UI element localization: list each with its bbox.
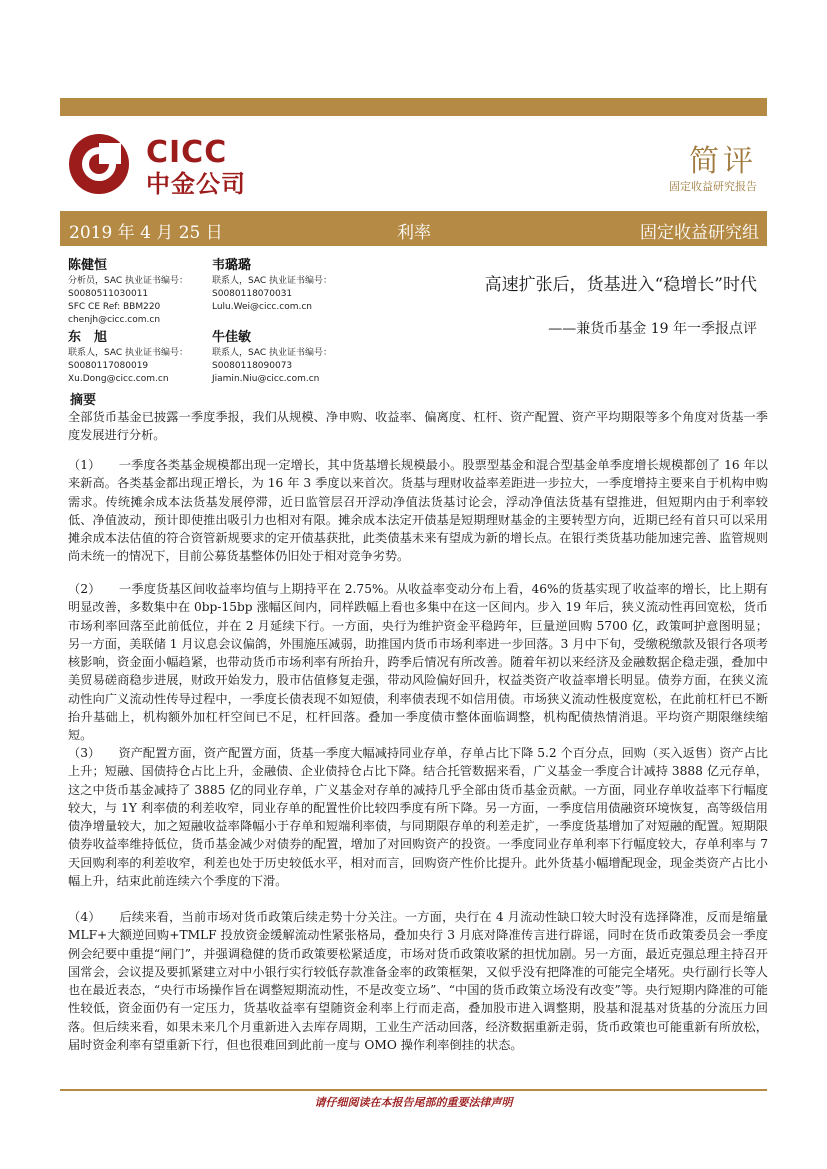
analyst-cert: S0080117080019 bbox=[68, 361, 149, 371]
report-subtitle: ——兼货币基金 19 年一季报点评 bbox=[548, 321, 757, 337]
footer-rule bbox=[60, 1089, 767, 1091]
info-bar bbox=[60, 211, 767, 246]
analyst-role: 联系人，SAC 执业证书编号： bbox=[68, 348, 189, 358]
analyst-email[interactable]: Jiamin.Niu@cicc.com.cn bbox=[212, 374, 320, 384]
logo-english: CICC bbox=[146, 135, 228, 170]
analyst-card bbox=[212, 329, 332, 386]
abstract-heading: 摘要 bbox=[70, 393, 97, 408]
report-topic: 利率 bbox=[397, 223, 431, 243]
analyst-email[interactable]: Xu.Dong@cicc.com.cn bbox=[68, 374, 169, 384]
abstract-point-3: （3） 资产配置方面，资产配置方面，货基一季度大幅减持同业存单，存单占比下降 5.2 个百分点，回购（买入返售）资产占比上升；短融、国债持仓占比上升，金融债、企业债持仓占比下降。结合托管数据来看，广义基金一季度合计减持 3888 亿元存单，这之中货币基金减持了 3885 亿的同业存单，广义基金对存单的减持几乎全部由货币基金贡献。一方面，同业存单收益率下行幅度较大，与 1Y 利率债的利差收窄，同业存单的配置性价比较四季度有所下降。另一方面，一季度信用债融资环境恢复，高等级信用债净增量较大，加之短融收益率降幅小于存单和短端利率债，与同期限存单的利差走扩，一季度货基增加了对短融的配置。短期限债券收益率维持低位，货币基金减少对债券的配置，增加了对回购资产的投资。一季度同业存单利率下行幅度较大，存单利率与 7 天回购利率的利差收窄，利差也处于历史较低水平，相对而言，回购资产性价比提升。此外货基小幅增配现金，现金类资产占比小幅上升，结束此前连续六个季度的下滑。 bbox=[68, 746, 768, 889]
research-team: 固定收益研究组 bbox=[640, 223, 759, 243]
abstract-point-2: （2） 一季度货基区间收益率均值与上期持平在 2.75%。从收益率变动分布上看，46%的货基实现了收益率的增长，比上期有明显改善，多数集中在 0bp-15bp 涨幅区间内，同样跌幅上看也多集中在这一区间内。步入 19 年后，狭义流动性再回宽松，货币市场利率回落至此前低位，并在 2 月延续下行。一方面，央行为维护资金平稳跨年，巨量逆回购 5700 亿，政策呵护意图明显；另一方面，美联储 1 月议息会议偏鸽，外围施压减弱，助推国内货币市场利率进一步回落。3 月中下旬，受缴税缴款及银行各项考核影响，资金面小幅趋紧，也带动货币市场利率有所抬升，跨季后情况有所改善。随着年初以来经济及金融数据企稳走强，叠加中美贸易磋商稳步进展，财政开始发力，股市估值修复走强，带动风险偏好回升，权益类资产收益率增长明显。债券方面，在狭义流动性向广义流动性传导过程中，一季度长债表现不如短债，利率债表现不如信用债。市场狭义流动性极度宽松，在此前杠杆已不断抬升基础上，机构额外加杠杆空间已不足，杠杆回落。叠加一季度债市整体面临调整，机构配债热情消退。平均资产期限继续缩短。 bbox=[68, 582, 768, 743]
analyst-name: 韦璐璐 bbox=[212, 258, 252, 273]
abstract-point-1: （1） 一季度各类基金规模都出现一定增长，其中货基增长规模最小。股票型基金和混合型基金单季度增长规模都创了 16 年以来新高。各类基金都出现正增长，为 16 年 3 季度以来首次。货基与理财收益率差距进一步拉大，一季度增持主要来自于机构申购需求。传统摊余成本法货基发展停滞，近日监管层召开浮动净值法货基讨论会，浮动净值法货基有望推进，但短期内由于利率较低、净值波动，预计即使推出吸引力也相对有限。摊余成本法定开债基是短期理财基金的主要转型方向，近期已经有首只可以采用摊余成本法估值的符合资管新规要求的定开债基获批，此类债基未来有望成为新的增长点。在银行类货基功能加速完善、监管规则尚未统一的情况下，目前公募货基整体仍旧处于相对竞争劣势。 bbox=[68, 458, 768, 564]
top-gold-bar bbox=[60, 98, 767, 116]
analyst-name: 东 旭 bbox=[68, 330, 108, 345]
legal-notice-footer: 请仔细阅读在本报告尾部的重要法律声明 bbox=[314, 1096, 513, 1109]
logo-chinese: 中金公司 bbox=[146, 170, 246, 198]
analyst-name: 陈健恒 bbox=[68, 258, 108, 273]
cicc-logo-mark-icon bbox=[68, 133, 130, 195]
analyst-card bbox=[212, 257, 332, 314]
analyst-name: 牛佳敏 bbox=[212, 330, 252, 345]
analyst-role: 联系人，SAC 执业证书编号： bbox=[212, 348, 333, 358]
analyst-role: 分析员，SAC 执业证书编号： bbox=[68, 276, 189, 286]
analyst-email[interactable]: chenjh@cicc.com.cn bbox=[68, 315, 161, 325]
analyst-cert: S0080118070031 bbox=[212, 289, 293, 299]
document-subtype: 固定收益研究报告 bbox=[669, 180, 757, 193]
analyst-email[interactable]: Lulu.Wei@cicc.com.cn bbox=[212, 302, 312, 312]
abstract-intro-paragraph: 全部货币基金已披露一季度季报，我们从规模、净申购、收益率、偏离度、杠杆、资产配置、资产平均期限等多个角度对货基一季度发展进行分析。 bbox=[68, 410, 768, 443]
document-type: 简评 bbox=[689, 144, 757, 179]
analyst-card bbox=[68, 257, 188, 327]
report-title: 高速扩张后，货基进入“稳增长”时代 bbox=[484, 275, 757, 295]
report-date: 2019 年 4 月 25 日 bbox=[69, 223, 223, 243]
analyst-role: 联系人，SAC 执业证书编号： bbox=[212, 276, 333, 286]
cicc-logo bbox=[68, 133, 268, 198]
analyst-cert: S0080511030011 bbox=[68, 289, 149, 299]
analyst-cert: S0080118090073 bbox=[212, 361, 293, 371]
analyst-sfc: SFC CE Ref: BBM220 bbox=[68, 302, 161, 312]
analyst-card bbox=[68, 329, 188, 386]
abstract-point-4: （4） 后续来看，当前市场对货币政策后续走势十分关注。一方面，央行在 4 月流动性缺口较大时没有选择降准，反而是缩量 MLF+大额逆回购+TMLF 投放资金缓解流动性紧张格局，叠加央行 3 月底对降准传言进行辟谣，同时在货币政策委员会一季度例会纪要中重提“闸门”，并强调稳健的货币政策要松紧适度，市场对货币政策收紧的担忧加剧。另一方面，最近克强总理主持召开国常会，会议提及要抓紧建立对中小银行实行较低存款准备金率的政策框架，又似乎没有把降准的可能完全堵死。央行副行长等人也在最近表态，“央行市场操作旨在调整短期流动性，不是改变立场”、“中国的货币政策立场没有改变”等。央行短期内降准的可能性较低，资金面仍有一定压力，货基收益率有望随资金利率上行而走高，叠加股市进入调整期，股基和混基对货基的分流压力回落。但后续来看，如果未来几个月重新进入去库存周期，工业生产活动回落，经济数据重新走弱，货币政策也可能重新有所放松，届时资金利率有望重新下行，但也很难回到此前一度与 OMO 操作利率倒挂的状态。 bbox=[68, 910, 768, 1053]
